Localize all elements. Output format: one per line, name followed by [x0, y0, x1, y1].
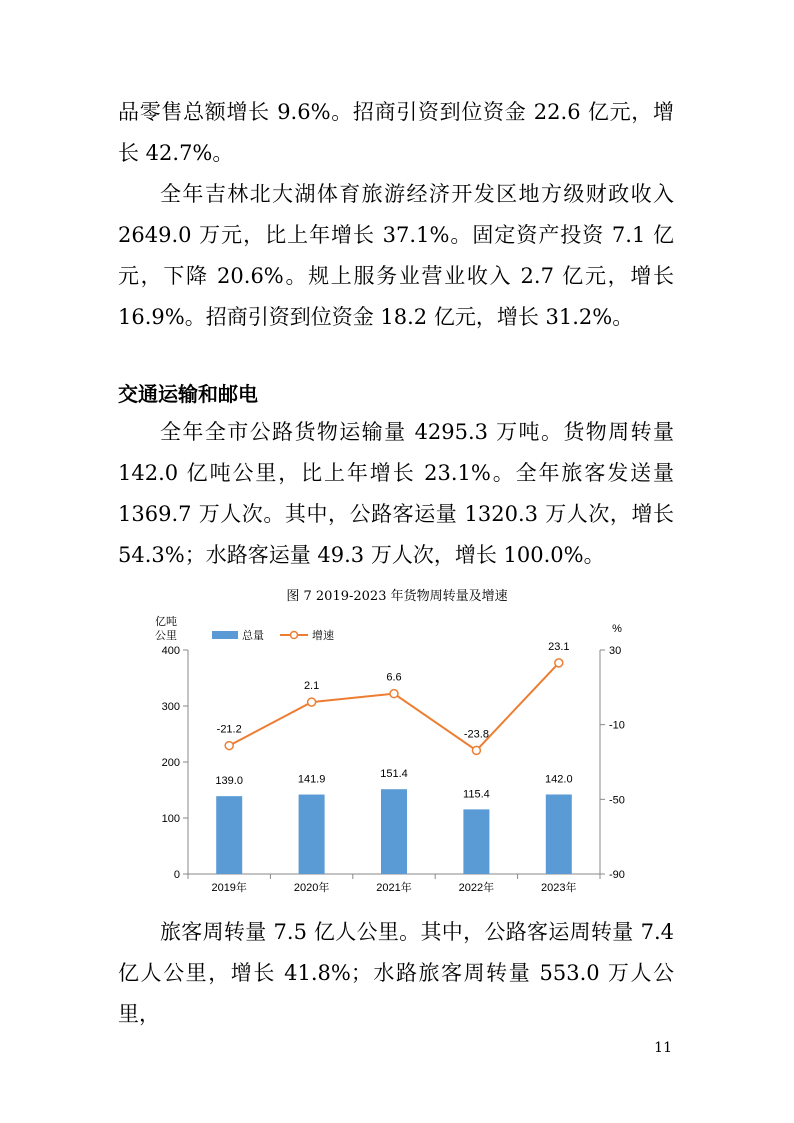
paragraph-beidahu: 全年吉林北大湖体育旅游经济开发区地方级财政收入 2649.0 万元，比上年增长 37.1%。固定资产投资 7.1 亿元，下降 20.6%。规上服务业营业收入 2.7 亿元，增长 16.9%。招商引资到位资金 18.2 亿元，增长 31.2%。 [118, 182, 674, 329]
bar [546, 794, 572, 874]
growth-point [225, 742, 233, 750]
x-tick-label: 2022年 [458, 882, 495, 894]
legend-line-marker [291, 632, 298, 639]
bar [381, 789, 407, 874]
x-tick-label: 2023年 [541, 882, 577, 894]
paragraph-passenger: 旅客周转量 7.5 亿人公里。其中，公路客运周转量 7.4 亿人公里，增长 41.8%；水路旅客周转量 553.0 万人公里， [118, 920, 674, 1026]
right-axis-title: % [612, 623, 622, 635]
growth-point [390, 690, 398, 698]
left-tick-label: 200 [161, 757, 180, 769]
bar [463, 809, 489, 874]
left-axis-title: 公里 [155, 630, 177, 642]
growth-point [308, 698, 316, 706]
legend-bar-swatch [212, 631, 238, 639]
growth-point [472, 746, 480, 754]
paragraph-retail: 品零售总额增长 9.6%。招商引资到位资金 22.6 亿元，增长 42.7%。 [118, 100, 674, 165]
right-tick-label: -10 [609, 719, 625, 732]
bar-data-label: 142.0 [545, 773, 573, 786]
page-number: 11 [654, 1040, 672, 1056]
left-axis-title: 亿吨 [155, 616, 177, 628]
bar-data-label: 139.0 [215, 775, 243, 788]
growth-data-label: 23.1 [548, 640, 570, 653]
left-tick-label: 100 [161, 813, 180, 825]
x-tick-label: 2020年 [293, 882, 330, 894]
x-tick-label: 2019年 [211, 882, 247, 894]
left-tick-label: 400 [161, 645, 180, 657]
legend-line-label: 增速 [312, 630, 334, 642]
growth-point [555, 659, 563, 667]
bar [216, 796, 242, 874]
figure-title: 图 7 2019-2023 年货物周转量及增速 [286, 589, 508, 604]
growth-data-label: 2.1 [303, 680, 320, 693]
right-tick-label: 30 [609, 645, 622, 657]
bar-data-label: 151.4 [380, 768, 408, 781]
freight-turnover-chart [150, 615, 640, 900]
legend-bar-label: 总量 [242, 630, 264, 642]
bar [299, 795, 325, 874]
growth-data-label: -21.2 [216, 723, 242, 736]
x-tick-label: 2021年 [376, 882, 412, 894]
left-tick-label: 300 [161, 701, 180, 713]
section-heading: 交通运输和邮电 [118, 382, 258, 406]
right-tick-label: -90 [609, 869, 625, 881]
left-tick-label: 0 [173, 869, 180, 881]
paragraph-transport: 全年全市公路货物运输量 4295.3 万吨。货物周转量 142.0 亿吨公里，比上年增长 23.1%。全年旅客发送量 1369.7 万人次。其中，公路客运量 1320.3 万人次，增长 54.3%；水路客运量 49.3 万人次，增长 100.0%。 [118, 420, 674, 567]
bar-data-label: 115.4 [463, 788, 490, 801]
growth-data-label: 6.6 [386, 671, 402, 684]
right-tick-label: -50 [609, 794, 625, 807]
growth-data-label: -23.8 [463, 728, 489, 741]
bar-data-label: 141.9 [297, 773, 326, 786]
